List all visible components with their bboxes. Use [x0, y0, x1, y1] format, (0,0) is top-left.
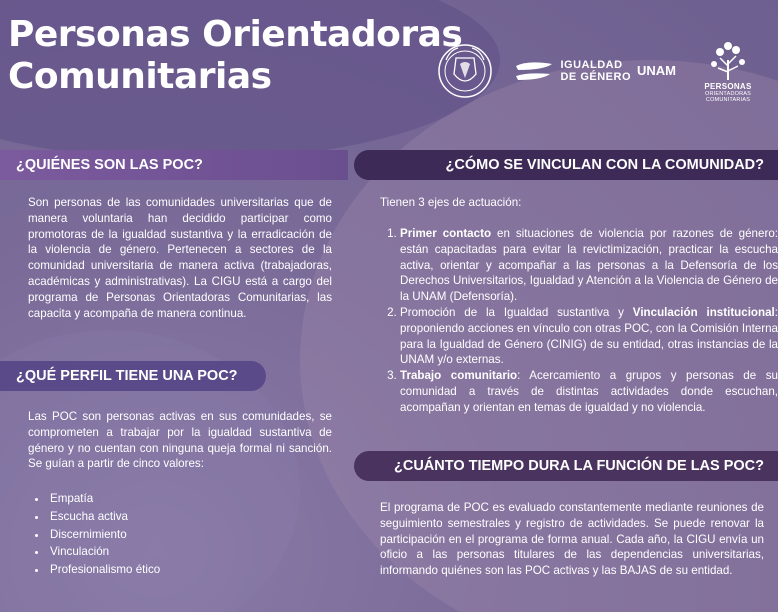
eje2-text-b: : proponiendo acciones en vínculo con otras POC, con la Comisión Interna para la Igualdad de Género (CINIG) de su entidad, otras instancias de la UNAM y/o externas. — [400, 305, 778, 367]
igualdad-line-1: IGUALDAD — [560, 58, 623, 71]
eje2-bold: Vinculación institucional — [632, 305, 775, 319]
igualdad-genero-logo — [514, 58, 676, 84]
poc-tree-icon — [708, 38, 748, 82]
value-item-vinculacion: • Vinculación — [48, 543, 160, 561]
ejes-list — [386, 226, 778, 416]
page-title — [8, 14, 462, 98]
poc-line-3: COMUNITARIAS — [705, 97, 751, 103]
vinculan-intro: Tienen 3 ejes de actuación: — [380, 196, 522, 209]
logos-bar — [436, 38, 760, 103]
value-item-profesionalismo: • Profesionalismo ético — [48, 561, 160, 579]
tiempo-heading: ¿CUÁNTO TIEMPO DURA LA FUNCIÓN DE LAS POC? — [354, 451, 778, 481]
value-item-discernimiento: • Discernimiento — [48, 526, 160, 544]
title-line-2: Comunitarias — [8, 56, 272, 97]
values-list — [28, 490, 160, 579]
eje-item-2 — [400, 305, 778, 368]
eje-item-1 — [400, 226, 778, 305]
poc-line-2: ORIENTADORAS — [705, 91, 751, 97]
eje1-bold: Primer contacto — [400, 227, 492, 240]
eje3-bold: Trabajo comunitario — [400, 369, 518, 383]
igualdad-swoosh-icon — [514, 58, 554, 84]
vinculan-heading: ¿CÓMO SE VINCULAN CON LA COMUNIDAD? — [354, 150, 778, 180]
poc-line-1: PERSONAS — [704, 82, 752, 91]
quienes-body: Son personas de las comunidades universitarias que de manera voluntaria han decidido participar como promotoras de la igualdad sustantiva y la erradicación de la violencia de género. Pertenecen a sectores de la comunidad universitaria de manera activa (trabajadoras, académicas y administrativas). La CIGU está a cargo del programa de Personas Orientadoras Comunitarias, las capacita y acompaña de manera continua. — [28, 196, 332, 320]
poc-logo — [696, 38, 760, 103]
title-line-1: Personas Orientadoras — [8, 14, 463, 55]
perfil-heading: ¿QUÉ PERFIL TIENE UNA POC? — [0, 361, 266, 391]
igualdad-line-2: DE GÉNERO — [560, 70, 631, 83]
perfil-body: Las POC son personas activas en sus comunidades, se comprometen a trabajar por la igualdad sustantiva de género y no cuentan con ninguna queja formal ni sanción. Se guían a partir de cinco valores: — [28, 410, 332, 471]
eje-item-3 — [400, 368, 778, 415]
tiempo-body: El programa de POC es evaluado constantemente mediante reuniones de seguimiento semestrales y registro de actividades. Se puede renovar la participación en el programa de forma anual. Cada año, la CIGU envía un oficio a las personas titulares de las dependencias universitarias, informando quiénes son las POC activas y las BAJAS de su entidad. — [380, 501, 764, 578]
igualdad-unam-label: UNAM — [637, 63, 676, 78]
quienes-heading: ¿QUIÉNES SON LAS POC? — [0, 150, 348, 180]
value-item-empatia: • Empatía — [48, 490, 160, 508]
unam-shield-icon — [436, 40, 494, 102]
value-item-escucha: • Escucha activa — [48, 508, 160, 526]
eje3-text: : Acercamiento a grupos y personas de su comunidad a través de distintas actividades donde escuchan, acompañan y orientan en temas de igualdad y no violencia. — [400, 369, 778, 414]
eje2-text-a: Promoción de la Igualdad sustantiva y — [400, 305, 633, 319]
eje1-text: en situaciones de violencia por razones de género: están capacitadas para evitar la revictimización, practicar la escucha activa, orientar y acompañar a las personas a la Defensoría de los Derechos Universitarios, Igualdad y Atención a la Violencia de Género de la UNAM (Defensoría). — [400, 227, 778, 304]
